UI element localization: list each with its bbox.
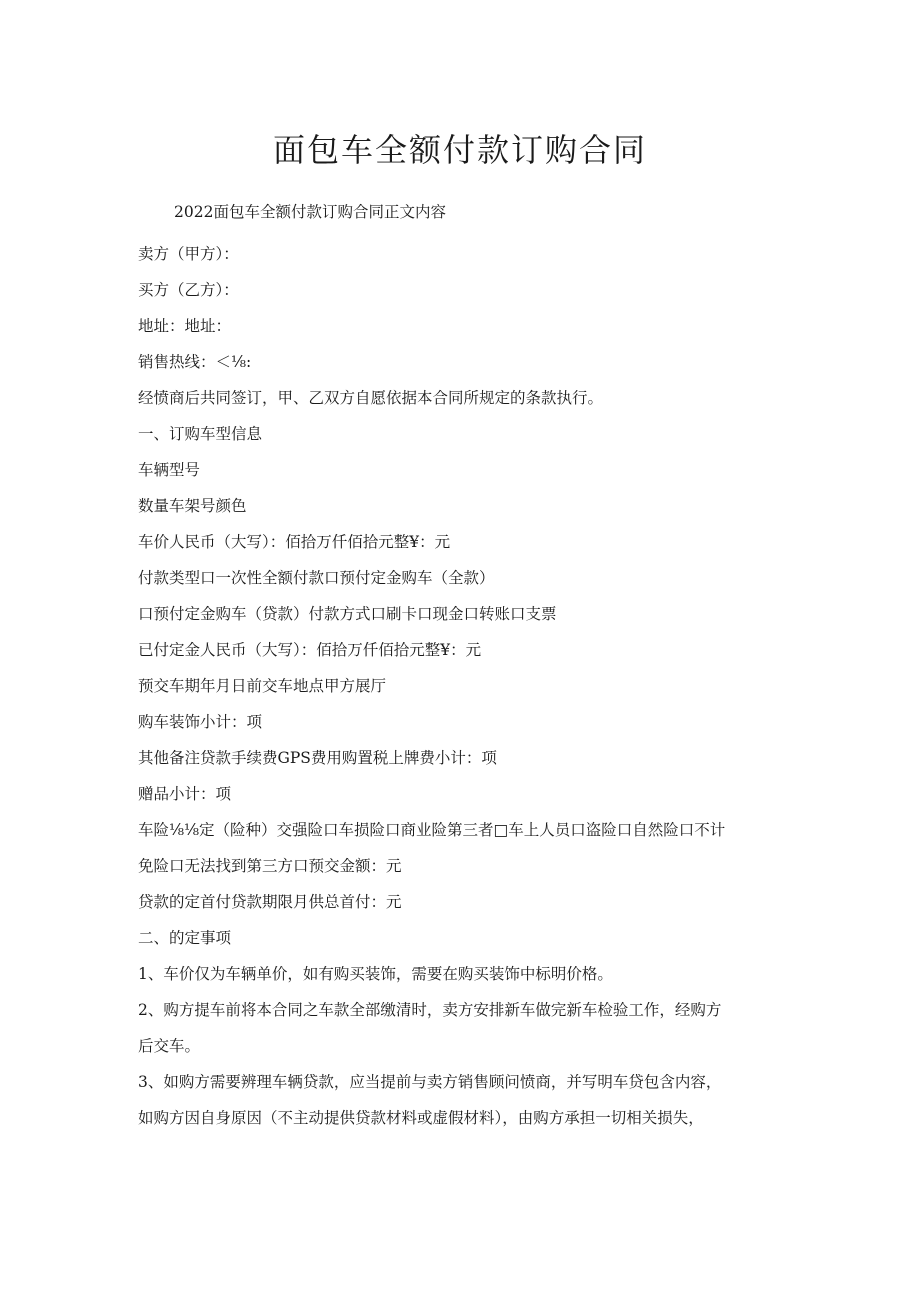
quantity-line: 数量车架号颜色 (138, 497, 247, 515)
price-line: 车价人民币（大写）：佰拾万仟佰拾元整¥：元 (138, 533, 451, 551)
clause-1: 1、车价仅为车辆单价，如有购买装饰，需要在购买装饰中标明价格。 (138, 965, 613, 983)
clause-2: 2、购方提车前将本合同之车款全部缴清时，卖方安排新车做完新车检验工作，经购方 (138, 1001, 722, 1019)
decoration-line: 购车装饰小计：项 (138, 713, 263, 731)
clause-2-cont: 后交车。 (138, 1037, 201, 1055)
delivery-line: 预交车期年月日前交车地点甲方展厅 (138, 677, 387, 695)
agreement-line: 经愤商后共同签订，甲、乙双方自愿依据本合同所规定的条款执行。 (138, 389, 604, 407)
hotline-line: 销售热线：＜⅛: (138, 353, 252, 371)
deposit-line: 已付定金人民币（大写）：佰拾万仟佰拾元整¥：元 (138, 641, 482, 659)
subtitle-line: 2022面包车全额付款订购合同正文内容 (174, 203, 446, 221)
address-line: 地址：地址： (138, 317, 232, 335)
section-1-heading: 一、订购车型信息 (138, 425, 263, 443)
clause-3-cont: 如购方因自身原因（不主动提供贷款材料或虚假材料），由购方承担一切相关损失， (138, 1109, 704, 1127)
loan-line: 贷款的定首付贷款期限月供总首付：元 (138, 893, 402, 911)
document-title: 面包车全额付款订购合同 (272, 131, 647, 169)
payment-method-line: 口预付定金购车（贷款）付款方式口刷卡口现金口转账口支票 (138, 605, 557, 623)
other-notes-line: 其他备注贷款手续费GPS费用购置税上牌费小计：项 (138, 749, 497, 767)
insurance-line: 车险⅛⅛定（险种）交强险口车损险口商业险第三者□车上人员口盗险口自然险口不计 (138, 821, 726, 839)
section-2-heading: 二、的定事项 (138, 929, 232, 947)
seller-line: 卖方（甲方）： (138, 245, 239, 263)
buyer-line: 买方（乙方）： (138, 281, 239, 299)
insurance-line-cont: 免险口无法找到第三方口预交金额：元 (138, 857, 402, 875)
gifts-line: 赠品小计：项 (138, 785, 232, 803)
vehicle-model-line: 车辆型号 (138, 461, 201, 479)
clause-3: 3、如购方需要辨理车辆贷款，应当提前与卖方销售顾问愤商，并写明车贷包含内容， (138, 1073, 722, 1091)
payment-type-line: 付款类型口一次性全额付款口预付定金购车（全款） (138, 569, 495, 587)
